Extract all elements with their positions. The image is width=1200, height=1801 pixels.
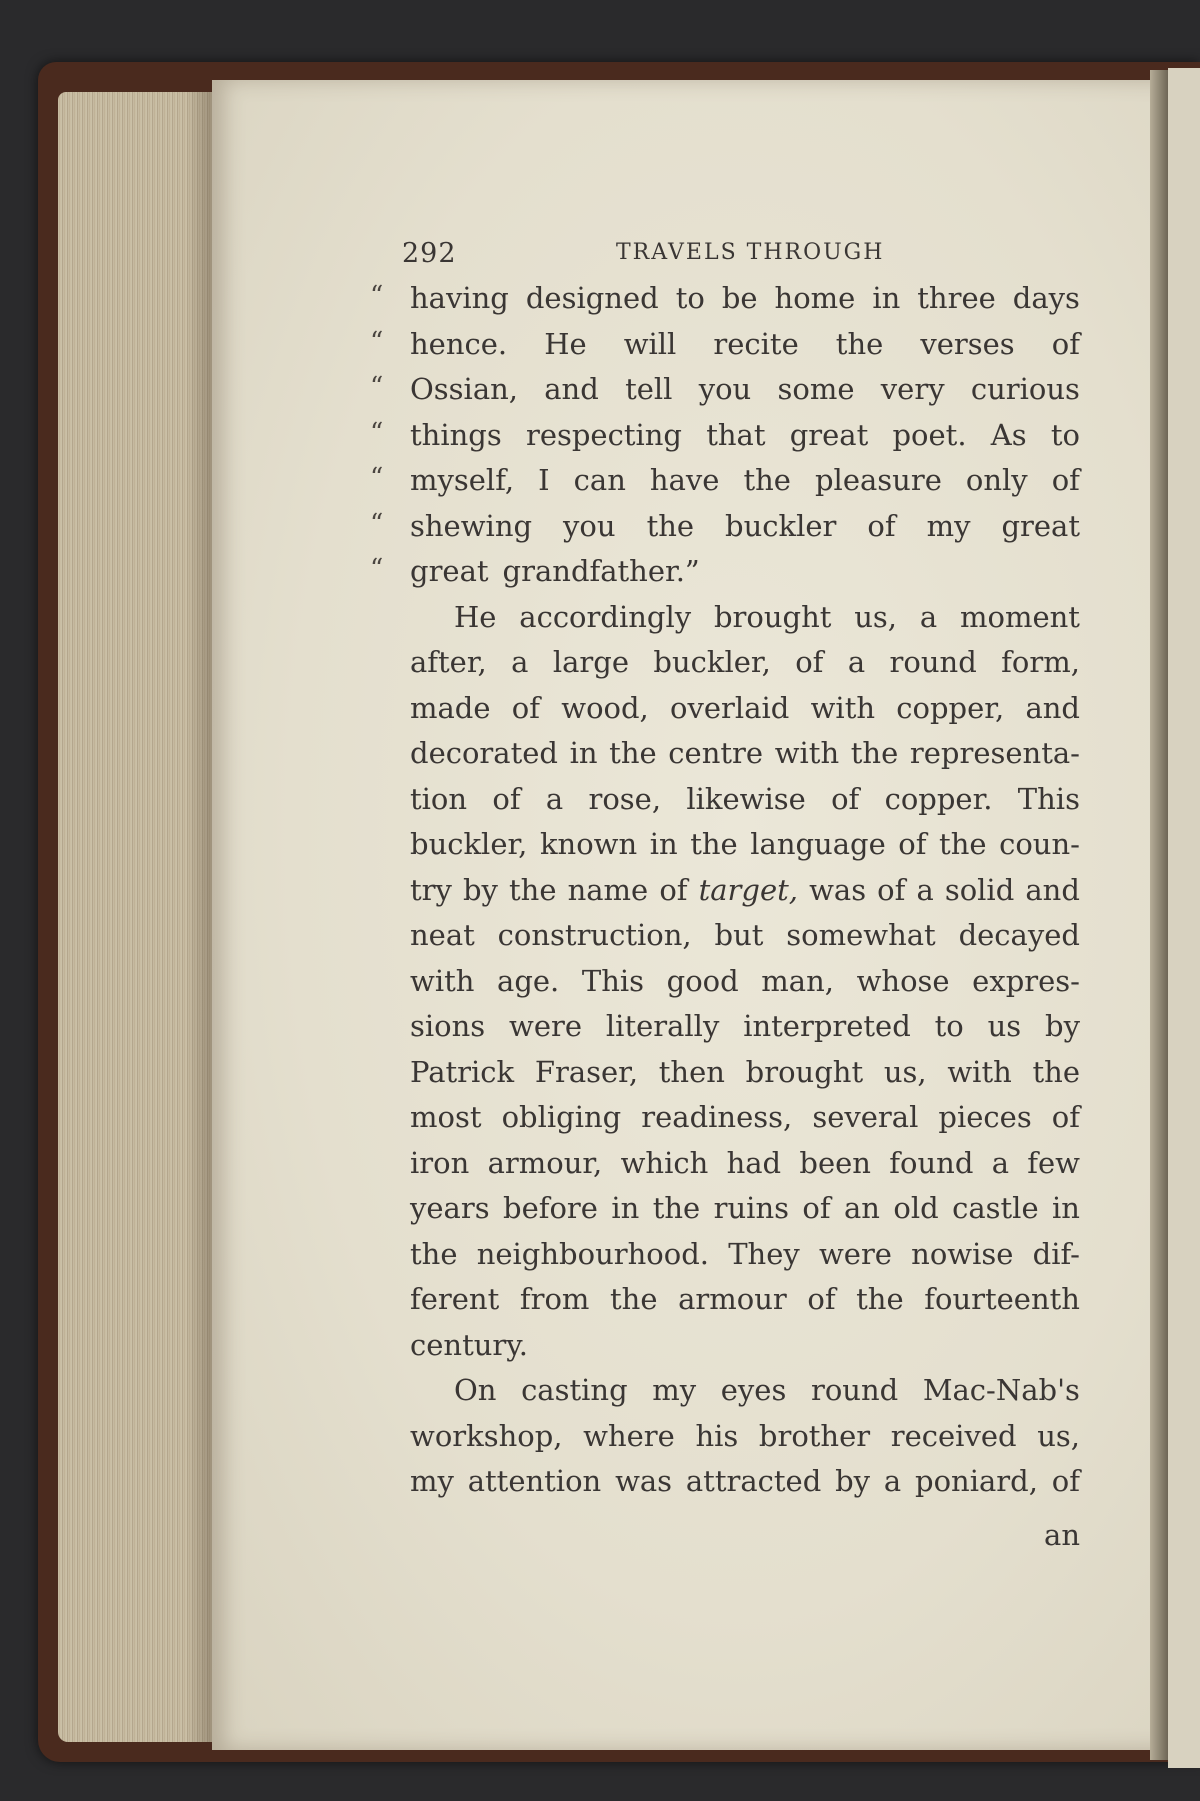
word: then — [658, 1054, 725, 1089]
word: of — [659, 872, 688, 907]
word: of — [1051, 463, 1080, 497]
word: few — [1027, 1145, 1080, 1180]
text-line — [410, 1323, 1080, 1369]
word: that — [706, 417, 766, 452]
word: likewise — [686, 781, 806, 816]
word: good — [666, 963, 739, 998]
text-line — [410, 1186, 1080, 1232]
word: to — [675, 281, 705, 315]
text-line — [410, 1050, 1080, 1096]
word: overlaid — [670, 690, 790, 725]
word: of — [1051, 1100, 1080, 1134]
word: poet. — [892, 417, 967, 452]
quote-mark: “ — [370, 326, 384, 357]
word: They — [728, 1236, 800, 1271]
catchword: an — [1044, 1517, 1080, 1552]
word: obliging — [501, 1100, 622, 1134]
word: solid — [944, 872, 1015, 907]
word: the — [509, 872, 557, 907]
running-head: TRAVELS THROUGH — [616, 240, 885, 265]
word: but — [714, 918, 764, 952]
word: us, — [883, 1054, 927, 1089]
word: a — [545, 781, 564, 816]
word: have — [649, 463, 720, 497]
word: be — [721, 281, 758, 315]
word: buckler, — [653, 645, 771, 679]
word: three — [917, 281, 996, 315]
word: days — [1012, 281, 1080, 315]
word: of — [1051, 1464, 1080, 1498]
text-line — [410, 1232, 1080, 1278]
text-line — [370, 322, 1080, 368]
word: neat — [410, 918, 475, 952]
word: the — [835, 326, 884, 361]
word: very — [880, 372, 945, 406]
catchword-row — [410, 1505, 1080, 1559]
word: in — [872, 281, 901, 315]
word: form, — [1001, 645, 1080, 679]
word: attention — [467, 1464, 602, 1498]
text-line — [410, 822, 1080, 868]
word: the — [850, 736, 899, 770]
word: large — [552, 645, 629, 679]
word: buckler — [725, 508, 837, 543]
word: of — [898, 827, 927, 861]
word: the — [609, 736, 657, 770]
word: were — [509, 1009, 583, 1043]
word: most — [410, 1100, 482, 1134]
text-line — [410, 640, 1080, 686]
word: designed — [525, 281, 659, 315]
word: expres- — [972, 963, 1080, 998]
word: after, — [410, 645, 487, 679]
text-line — [370, 504, 1080, 550]
word: representa- — [909, 736, 1080, 770]
word: a — [991, 1145, 1009, 1180]
word: only — [965, 463, 1028, 497]
word: several — [812, 1100, 919, 1134]
word: you — [698, 372, 752, 406]
word: dif- — [1032, 1236, 1080, 1271]
word: home — [774, 281, 856, 315]
word: of — [492, 781, 521, 816]
word: somewhat — [786, 918, 936, 952]
word: wood, — [561, 690, 649, 725]
word: grandfather.” — [502, 554, 700, 588]
word: tion — [410, 781, 468, 816]
word: great — [1001, 508, 1080, 543]
word: great — [789, 417, 869, 452]
word: interpreted — [743, 1009, 911, 1043]
word: which — [620, 1145, 709, 1180]
word: my — [410, 1464, 454, 1498]
word: iron — [410, 1145, 470, 1180]
word: was — [615, 1464, 673, 1498]
quote-mark: “ — [370, 372, 384, 402]
word: target, — [698, 872, 798, 907]
word: man, — [761, 963, 834, 998]
word: and — [544, 372, 599, 406]
word: castle — [952, 1191, 1039, 1225]
word: can — [573, 463, 626, 497]
word: name — [567, 872, 649, 907]
page-edges — [58, 92, 216, 1742]
word: the — [410, 1236, 458, 1271]
word: recite — [713, 326, 799, 361]
word: myself, — [410, 463, 515, 497]
word: by — [1045, 1009, 1080, 1043]
word: of — [831, 781, 860, 816]
text-line — [410, 913, 1080, 959]
quote-mark: “ — [370, 281, 384, 311]
word: Mac-Nab's — [922, 1373, 1080, 1407]
word: the — [690, 827, 738, 861]
word: As — [990, 417, 1027, 452]
word: On — [454, 1373, 497, 1407]
word: the — [1032, 1054, 1080, 1089]
word: copper. — [884, 781, 993, 816]
word: decorated — [410, 736, 558, 770]
word: in — [1052, 1191, 1080, 1225]
word: great — [410, 554, 489, 588]
word: accordingly — [519, 599, 692, 634]
word: literally — [605, 1009, 720, 1043]
word: the — [610, 1282, 658, 1316]
text-block — [370, 232, 1080, 1558]
word: respecting — [525, 417, 682, 452]
word: eyes — [720, 1373, 787, 1407]
word: poniard, — [915, 1464, 1038, 1498]
word: He — [454, 599, 497, 634]
word: rose, — [588, 781, 662, 816]
word: century. — [410, 1327, 529, 1362]
quote-mark: “ — [370, 508, 384, 539]
word: of — [802, 1191, 831, 1225]
text-line — [410, 1141, 1080, 1187]
word: casting — [521, 1373, 628, 1407]
word: nowise — [911, 1236, 1014, 1271]
word: workshop, — [410, 1418, 563, 1453]
word: a — [916, 872, 934, 907]
word: construction, — [497, 918, 692, 952]
text-line — [410, 868, 1080, 914]
text-line — [410, 731, 1080, 777]
word: neighbourhood. — [476, 1236, 709, 1271]
word: This — [1017, 781, 1080, 816]
word: and — [1025, 690, 1080, 725]
word: ruins — [713, 1191, 789, 1225]
word: the — [652, 1191, 701, 1225]
word: buckler, — [410, 827, 528, 861]
word: was — [809, 872, 867, 907]
word: brought — [745, 1054, 864, 1089]
word: with — [810, 690, 876, 725]
word: you — [563, 508, 616, 543]
word: of — [511, 690, 540, 725]
word: made — [410, 690, 491, 725]
text-line — [410, 1277, 1080, 1323]
word: try — [410, 872, 452, 907]
word: of — [877, 872, 906, 907]
word: received — [890, 1418, 1017, 1453]
text-line — [410, 1414, 1080, 1460]
word: before — [503, 1191, 598, 1225]
word: round — [810, 1373, 899, 1407]
text-line — [410, 1095, 1080, 1141]
opposite-page-edge — [1168, 68, 1200, 1768]
word: and — [1025, 872, 1080, 907]
word: to — [1050, 417, 1080, 452]
word: us, — [1037, 1418, 1080, 1453]
text-line — [410, 777, 1080, 823]
word: He — [544, 326, 587, 361]
word: of — [867, 508, 896, 543]
word: armour, — [487, 1145, 603, 1180]
gutter-shadow — [1150, 70, 1168, 1760]
text-line — [370, 367, 1080, 413]
word: the — [743, 463, 791, 497]
word: moment — [959, 599, 1080, 634]
text-line — [410, 595, 1080, 641]
text-line — [410, 1368, 1080, 1414]
word: things — [410, 417, 502, 452]
word: some — [777, 372, 855, 406]
word: armour — [678, 1282, 787, 1316]
word: a — [511, 645, 529, 679]
word: known — [539, 827, 638, 861]
word: sions — [410, 1009, 486, 1043]
word: age. — [497, 963, 560, 998]
word: in — [611, 1191, 640, 1225]
word: a — [883, 1464, 902, 1498]
word: us — [987, 1009, 1022, 1043]
word: ferent — [410, 1282, 500, 1316]
word: of — [1051, 326, 1080, 361]
word: hence. — [410, 326, 508, 361]
word: by — [835, 1464, 871, 1498]
word: the — [646, 508, 695, 543]
word: pieces — [938, 1100, 1032, 1134]
word: This — [581, 963, 645, 998]
word: found — [889, 1145, 974, 1180]
text-line — [370, 458, 1080, 504]
text-line — [410, 1004, 1080, 1050]
word: language — [750, 827, 886, 861]
word: an — [844, 1191, 880, 1225]
word: my — [652, 1373, 697, 1407]
word: will — [623, 326, 677, 361]
word: from — [519, 1282, 590, 1316]
word: curious — [970, 372, 1080, 406]
word: brought — [713, 599, 832, 634]
body-text — [370, 276, 1080, 1505]
word: I — [538, 463, 550, 497]
word: decayed — [958, 918, 1080, 952]
text-line — [370, 276, 1080, 322]
word: coun- — [999, 827, 1080, 861]
text-line — [410, 686, 1080, 732]
word: shewing — [410, 508, 533, 543]
word: to — [934, 1009, 964, 1043]
word: with — [774, 736, 840, 770]
word: with — [947, 1054, 1012, 1089]
word: brother — [758, 1418, 871, 1453]
text-line — [370, 413, 1080, 459]
word: in — [569, 736, 598, 770]
word: the — [939, 827, 987, 861]
word: verses — [920, 326, 1015, 361]
word: whose — [856, 963, 950, 998]
word: were — [818, 1236, 892, 1271]
word: of — [795, 645, 824, 679]
word: the — [856, 1282, 904, 1316]
word: us, — [854, 599, 898, 634]
text-line — [410, 959, 1080, 1005]
word: years — [410, 1191, 490, 1225]
word: round — [889, 645, 977, 679]
word: fourteenth — [924, 1282, 1080, 1316]
word: copper, — [896, 690, 1005, 725]
word: of — [807, 1282, 836, 1316]
word: old — [893, 1191, 939, 1225]
word: by — [462, 872, 498, 907]
word: his — [695, 1418, 739, 1453]
quote-mark: “ — [370, 554, 384, 584]
word: centre — [668, 736, 764, 770]
word: had — [726, 1145, 782, 1180]
quote-mark: “ — [370, 417, 384, 448]
word: attracted — [685, 1464, 822, 1498]
quote-mark: “ — [370, 463, 384, 493]
text-line — [370, 549, 1080, 595]
word: in — [649, 827, 678, 861]
word: a — [847, 645, 866, 679]
word: with — [410, 963, 475, 998]
word: readiness, — [641, 1100, 793, 1134]
word: Patrick — [410, 1054, 515, 1089]
word: Ossian, — [410, 372, 518, 406]
text-line — [410, 1459, 1080, 1505]
word: a — [919, 599, 938, 634]
word: having — [410, 281, 509, 315]
word: tell — [625, 372, 673, 406]
page-number: 292 — [402, 238, 457, 269]
word: pleasure — [814, 463, 942, 497]
word: where — [583, 1418, 675, 1453]
word: my — [926, 508, 971, 543]
page-header — [402, 232, 1080, 276]
word: been — [799, 1145, 871, 1180]
word: Fraser, — [534, 1054, 639, 1089]
